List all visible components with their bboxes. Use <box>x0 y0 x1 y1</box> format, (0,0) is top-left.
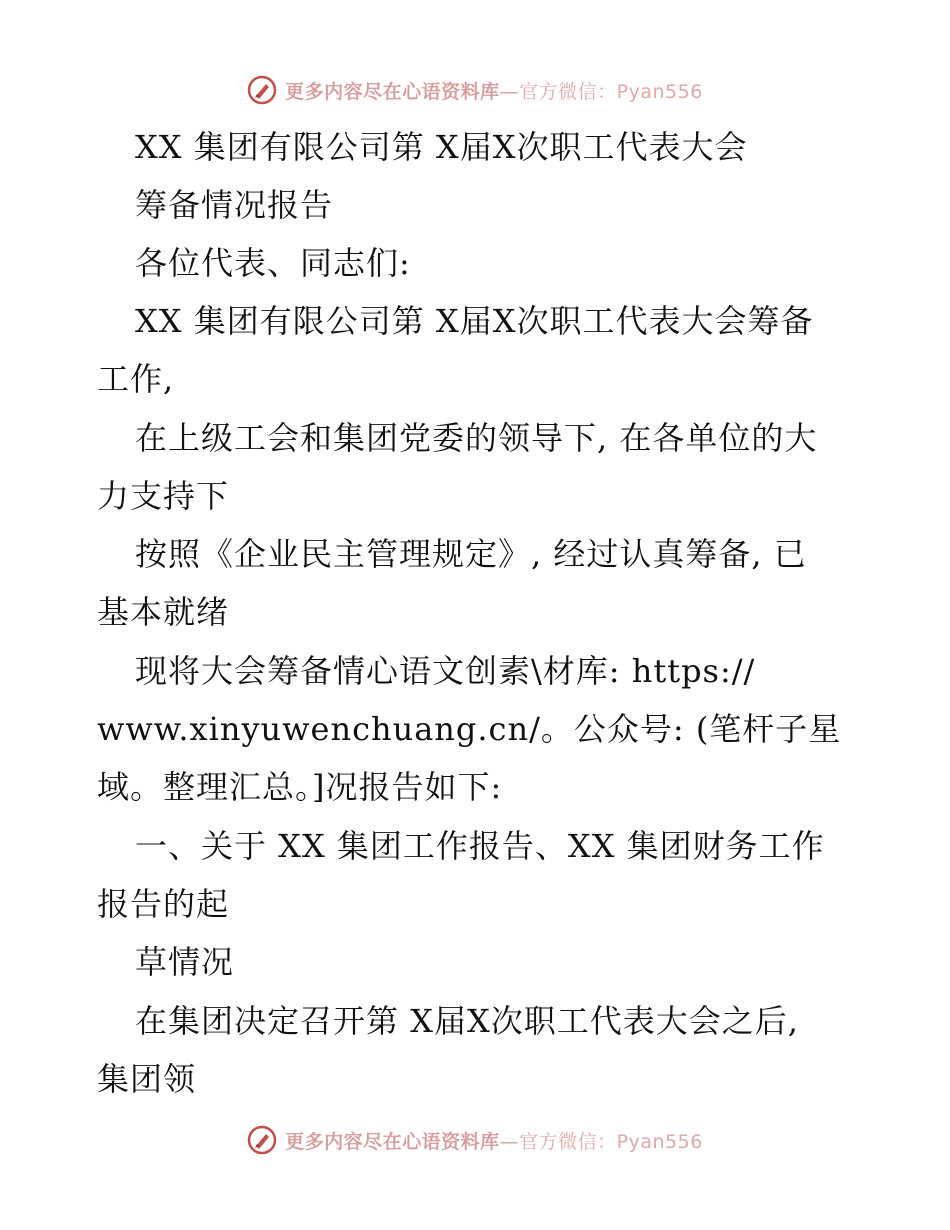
watermark-dash: — <box>499 1130 520 1153</box>
paragraph-line: 按照《企业民主管理规定》, 经过认真筹备, 已 <box>135 535 807 573</box>
paragraph-line: www.xinyuwenchuang.cn/。公众号: (笔杆子星 <box>97 710 842 748</box>
paragraph-line: 工作, <box>97 360 175 398</box>
watermark-main-text: 更多内容尽在心语资料库 <box>285 80 500 103</box>
document-title: XX 集团有限公司第 X届X次职工代表大会 <box>135 128 748 166</box>
paragraph-line: XX 集团有限公司第 X届X次职工代表大会筹备 <box>135 302 814 340</box>
watermark-contact-text: 官方微信：Pyan556 <box>519 1130 703 1153</box>
paragraph-line: 在集团决定召开第 X届X次职工代表大会之后, <box>135 1002 799 1040</box>
watermark-dash: — <box>499 80 520 103</box>
paragraph-line: 域。整理汇总。]况报告如下: <box>97 768 503 806</box>
paragraph-line: 现将大会筹备情心语文创素\材库: https:// <box>135 652 756 690</box>
section-heading: 一、关于 XX 集团工作报告、XX 集团财务工作 <box>135 827 825 865</box>
section-heading: 报告的起 <box>97 885 230 923</box>
document-subtitle: 筹备情况报告 <box>135 186 334 224</box>
pen-logo-icon <box>247 1125 277 1155</box>
section-heading: 草情况 <box>135 943 235 981</box>
footer-watermark <box>0 1122 950 1158</box>
watermark-main-text: 更多内容尽在心语资料库 <box>285 1130 500 1153</box>
paragraph-line: 力支持下 <box>97 477 230 515</box>
paragraph-line: 基本就绪 <box>97 593 230 631</box>
watermark-contact-text: 官方微信：Pyan556 <box>519 80 703 103</box>
salutation: 各位代表、同志们: <box>135 244 411 282</box>
paragraph-line: 集团领 <box>97 1060 197 1098</box>
paragraph-line: 在上级工会和集团党委的领导下, 在各单位的大 <box>135 419 818 457</box>
